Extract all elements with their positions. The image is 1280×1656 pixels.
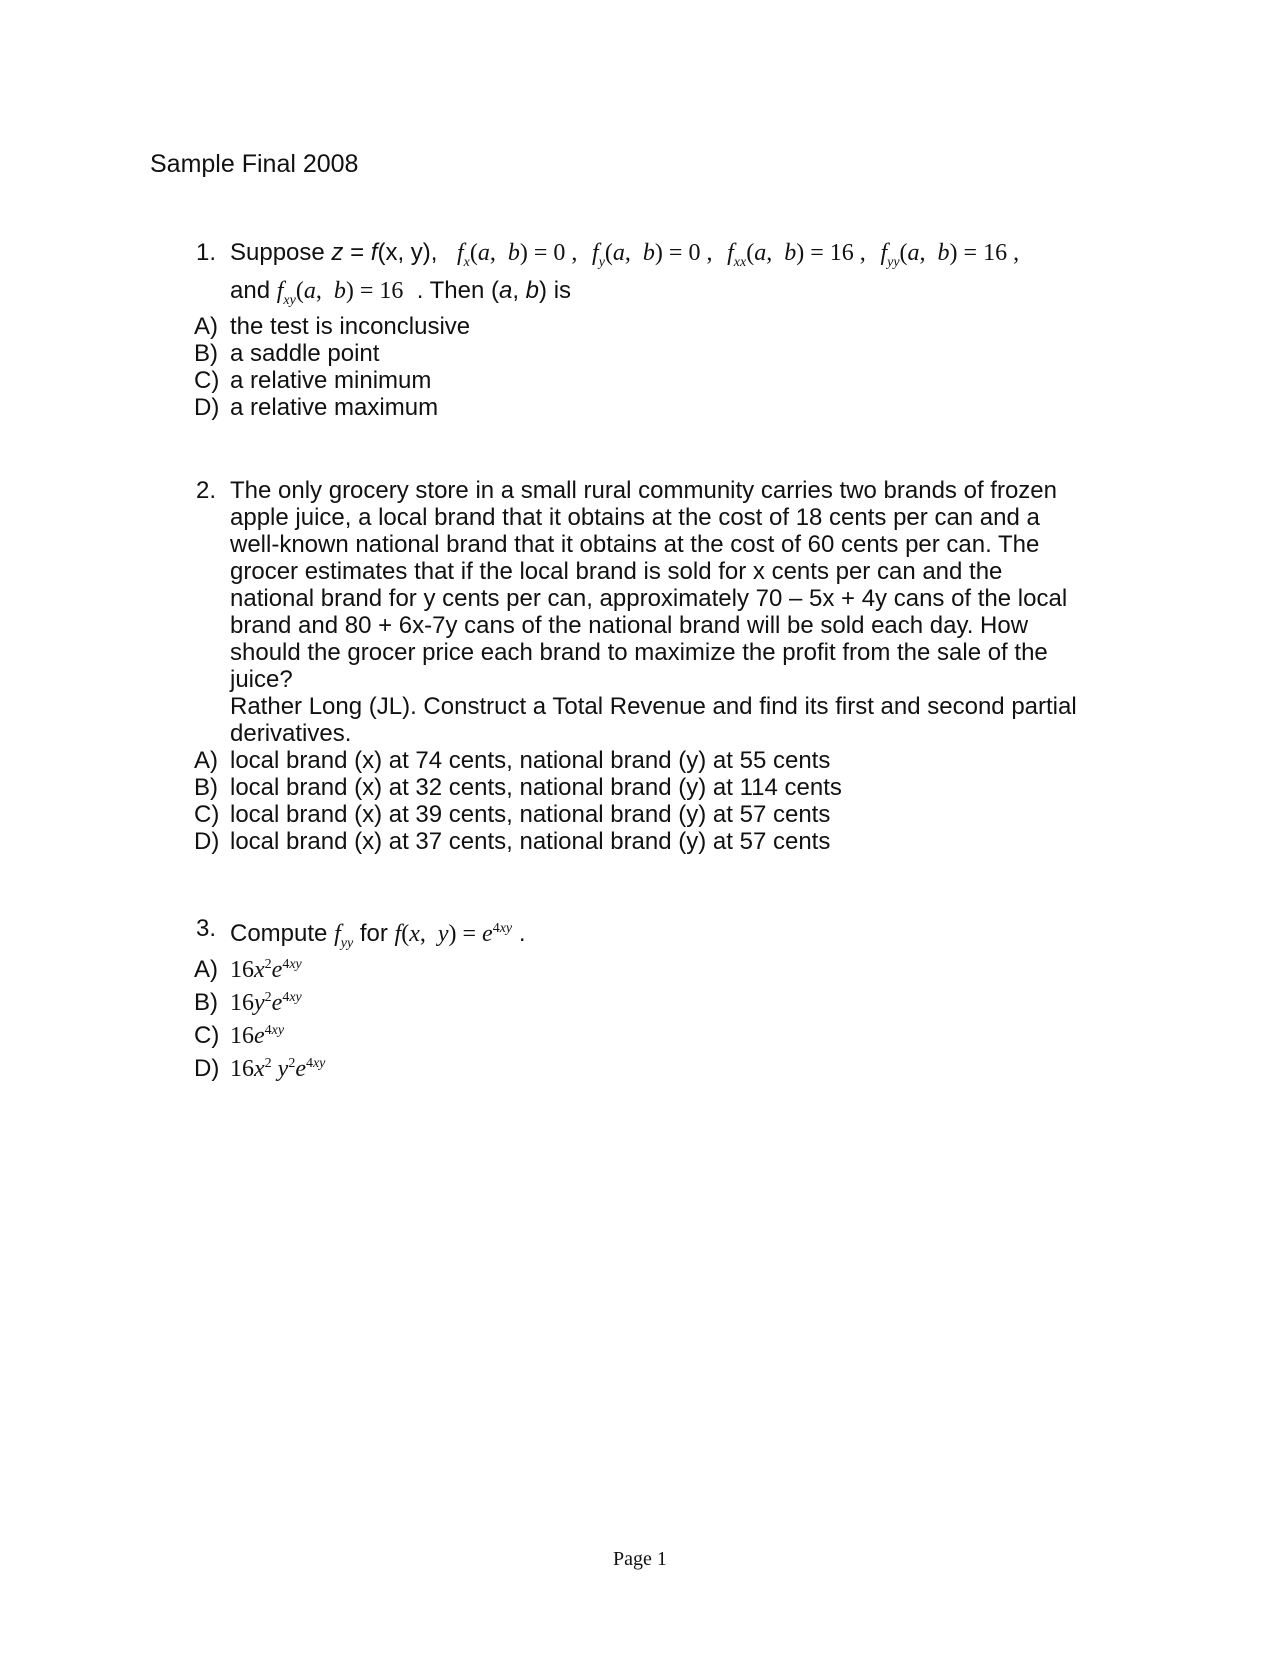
q3-fyy: $f_{yy}$: [334, 921, 354, 951]
q2-hint-line: Rather Long (JL). Construct a Total Revenue and find its first and second partial: [230, 693, 1077, 720]
q1-then: . Then (a, b) is: [410, 277, 572, 304]
q2-option-a[interactable]: A) local brand (x) at 74 cents, national brand (y) at 55 cents: [194, 747, 831, 774]
q3-stem: Compute $f_{yy}$ for f(x, $y) = e^{4xy}$ .: [230, 920, 526, 951]
q2-option-b[interactable]: B) local brand (x) at 32 cents, national brand (y) at 114 cents: [194, 774, 842, 801]
q1-option-c[interactable]: C) a relative minimum: [194, 367, 432, 394]
q2-stem-line: juice?: [230, 666, 293, 693]
q3-function: f(x, $y) = e^{4xy}$: [394, 921, 513, 947]
q2-stem-line: national brand for y cents per can, approximately 70 – 5x + 4y cans of the local: [230, 585, 1068, 612]
q2-stem-line: grocer estimates that if the local brand is sold for x cents per can and the: [230, 558, 1003, 585]
q1-cond-fxy: $f_{xy}(a$, b) = 16: [276, 278, 404, 308]
q3-option-d[interactable]: D) $16x^2$ $y^2e^{4xy}$: [194, 1055, 326, 1082]
q2-hint-line: derivatives.: [230, 720, 352, 747]
q1-cond-fy: $f_y(a$, b) = 0 ,: [592, 240, 713, 270]
q3-number: 3.: [196, 915, 217, 942]
q3-option-a[interactable]: A) $16x^2e^{4xy}$: [194, 956, 302, 983]
q2-stem-line: should the grocer price each brand to maximize the profit from the sale of the: [230, 639, 1048, 666]
page-number: Page 1: [613, 1548, 667, 1570]
q1-option-b[interactable]: B) a saddle point: [194, 340, 380, 367]
q1-option-a[interactable]: A) the test is inconclusive: [194, 313, 471, 340]
q2-stem-line: apple juice, a local brand that it obtains at the cost of 18 cents per can and a: [230, 504, 1040, 531]
q1-cond-fx: $f_x(a$, b) = 0 ,: [456, 240, 578, 270]
q2-stem-line: brand and 80 + 6x-7y cans of the national brand will be sold each day. How: [230, 612, 1029, 639]
q1-number: 1.: [196, 239, 217, 266]
q1-stem-line1: Suppose z = f(x, y), $f_x(a$, b) = 0 , $f_y(a$, b) = 0 , $f_{xx}(a$, b) = 16 , $f_{yy}(a$, b) = 16 ,: [230, 239, 1020, 270]
q2-option-c[interactable]: C) local brand (x) at 39 cents, national brand (y) at 57 cents: [194, 801, 831, 828]
q2-number: 2.: [196, 477, 217, 504]
q2-stem-line: well-known national brand that it obtains at the cost of 60 cents per can. The: [230, 531, 1040, 558]
q1-cond-fyy: $f_{yy}(a$, b) = 16 ,: [880, 240, 1020, 270]
q3-option-b[interactable]: B) $16y^2e^{4xy}$: [194, 989, 302, 1016]
q1-cond-fxx: $f_{xx}(a$, b) = 16 ,: [727, 240, 866, 270]
q2-stem-line: The only grocery store in a small rural community carries two brands of frozen: [230, 477, 1057, 504]
q3-option-c[interactable]: C) $16e^{4xy}$: [194, 1022, 285, 1049]
q2-option-d[interactable]: D) local brand (x) at 37 cents, national brand (y) at 57 cents: [194, 828, 831, 855]
page-title: Sample Final 2008: [150, 150, 359, 178]
q1-option-d[interactable]: D) a relative maximum: [194, 394, 439, 421]
